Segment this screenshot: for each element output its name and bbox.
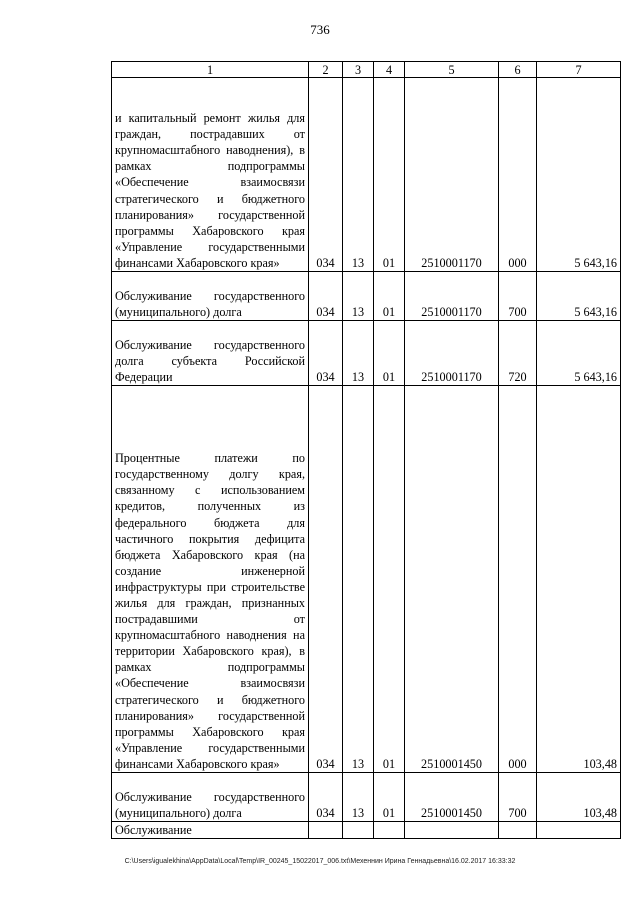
header-col-6: 6 xyxy=(499,62,537,78)
header-col-1: 1 xyxy=(112,62,309,78)
row-description: и капитальный ремонт жилья для граждан, пострадавших от крупномасштабного наводнения), в рамках подпрограммы «Обеспечение взаимосвязи стратегического и бюджетного планирования» государственной программы Хабаровского края «Управление государственными финансами Хабаровского края» xyxy=(112,78,309,272)
row-section-code xyxy=(343,822,374,839)
row-expense-type xyxy=(499,822,537,839)
row-expense-type: 000 xyxy=(499,78,537,272)
row-target-article xyxy=(405,822,499,839)
row-target-article: 2510001450 xyxy=(405,773,499,822)
row-subsection-code: 01 xyxy=(374,272,405,321)
budget-table xyxy=(111,61,621,839)
row-section-code: 13 xyxy=(343,78,374,272)
footer-file-path: C:\Users\igualekhina\AppData\Local\Temp\IR_00245_15022017_006.txt\Мехеннин Ирина Геннадьевна\16.02.2017 16:33:32 xyxy=(124,858,516,865)
table-row xyxy=(112,272,621,321)
table-row xyxy=(112,78,621,272)
row-amount xyxy=(537,822,621,839)
row-description: Процентные платежи по государственному долгу края, связанному с использованием кредитов, полученных из федерального бюджета для частичного покрытия дефицита бюджета Хабаровского края (на создание инженерной инфраструктуры при строительстве жилья для граждан, признанных пострадавшими от крупномасштабного наводнения на территории Хабаровского края), в рамках подпрограммы «Обеспечение взаимосвязи стратегического и бюджетного планирования» государственной программы Хабаровского края «Управление государственными финансами Хабаровского края» xyxy=(112,386,309,773)
table-row xyxy=(112,321,621,386)
row-ministry-code: 034 xyxy=(309,386,343,773)
row-amount: 5 643,16 xyxy=(537,272,621,321)
row-expense-type: 700 xyxy=(499,773,537,822)
row-expense-type: 000 xyxy=(499,386,537,773)
row-section-code: 13 xyxy=(343,272,374,321)
row-target-article: 2510001170 xyxy=(405,78,499,272)
row-expense-type: 720 xyxy=(499,321,537,386)
table-row xyxy=(112,773,621,822)
row-subsection-code: 01 xyxy=(374,78,405,272)
row-target-article: 2510001170 xyxy=(405,321,499,386)
row-subsection-code: 01 xyxy=(374,773,405,822)
header-col-2: 2 xyxy=(309,62,343,78)
row-amount: 5 643,16 xyxy=(537,78,621,272)
row-section-code: 13 xyxy=(343,321,374,386)
row-ministry-code: 034 xyxy=(309,773,343,822)
row-target-article: 2510001450 xyxy=(405,386,499,773)
row-description: Обслуживание государственного (муниципального) долга xyxy=(112,272,309,321)
row-description: Обслуживание государственного долга субъекта Российской Федерации xyxy=(112,321,309,386)
row-section-code: 13 xyxy=(343,773,374,822)
row-ministry-code: 034 xyxy=(309,272,343,321)
table-header-row xyxy=(112,62,621,78)
row-amount: 103,48 xyxy=(537,773,621,822)
header-col-7: 7 xyxy=(537,62,621,78)
row-section-code: 13 xyxy=(343,386,374,773)
page-number: 736 xyxy=(310,22,330,37)
row-ministry-code: 034 xyxy=(309,78,343,272)
row-ministry-code xyxy=(309,822,343,839)
header-col-5: 5 xyxy=(405,62,499,78)
table-row xyxy=(112,386,621,773)
table-row xyxy=(112,822,621,839)
header-col-3: 3 xyxy=(343,62,374,78)
header-col-4: 4 xyxy=(374,62,405,78)
row-subsection-code: 01 xyxy=(374,321,405,386)
row-amount: 5 643,16 xyxy=(537,321,621,386)
row-expense-type: 700 xyxy=(499,272,537,321)
row-description: Обслуживание государственного (муниципального) долга xyxy=(112,773,309,822)
row-subsection-code xyxy=(374,822,405,839)
row-description: Обслуживание xyxy=(112,822,309,839)
row-amount: 103,48 xyxy=(537,386,621,773)
row-subsection-code: 01 xyxy=(374,386,405,773)
row-ministry-code: 034 xyxy=(309,321,343,386)
row-target-article: 2510001170 xyxy=(405,272,499,321)
